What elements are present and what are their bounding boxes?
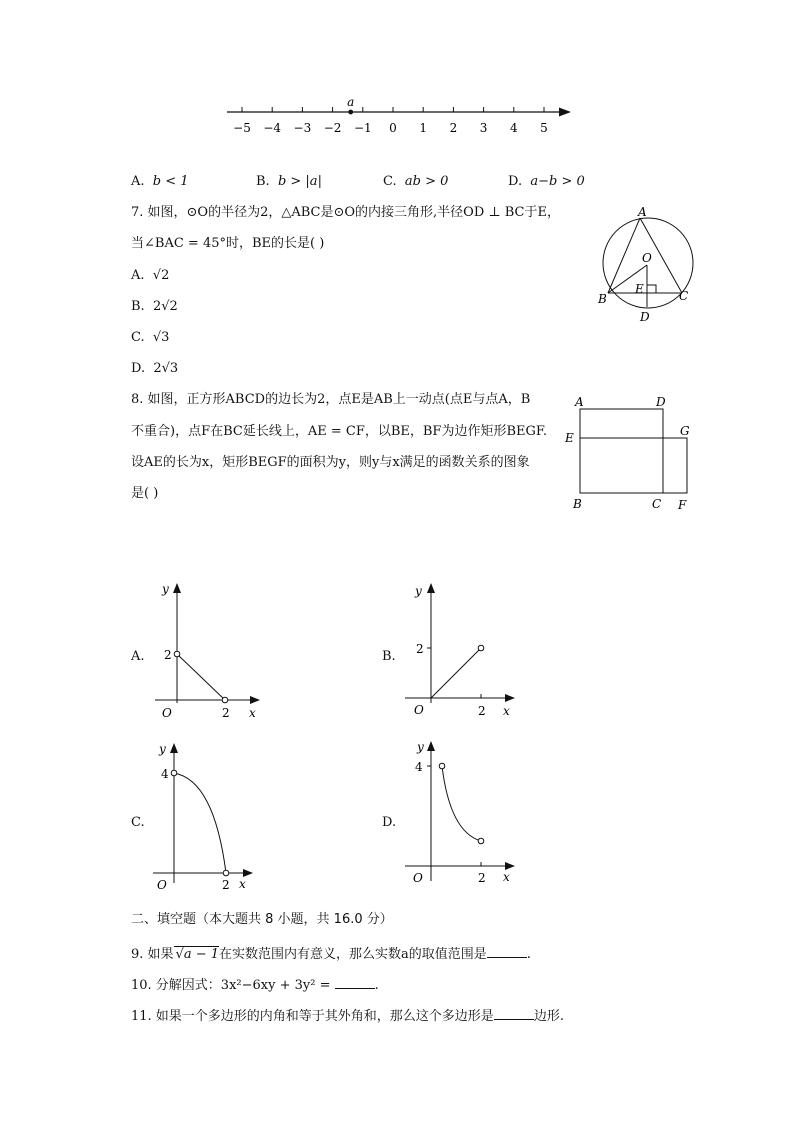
number-line-point-a xyxy=(348,110,353,115)
q8-stem-line1: 8. 如图，正方形ABCD的边长为2，点E是AB上一动点(点E与点A，B xyxy=(131,392,531,407)
q7-option-d[interactable] xyxy=(131,361,178,376)
q6-option-a[interactable] xyxy=(131,174,189,189)
y-tick-label: 2 xyxy=(164,648,172,662)
q6-option-d-expr: a−b > 0 xyxy=(530,174,585,189)
graph-curve xyxy=(174,773,226,873)
q11 xyxy=(131,1007,564,1025)
square-abcd xyxy=(580,409,663,493)
q7-option-a[interactable] xyxy=(131,268,169,283)
label-b: B xyxy=(573,497,582,511)
y-tick-label: 4 xyxy=(415,760,423,774)
q9 xyxy=(131,945,531,963)
tick-label--4: −4 xyxy=(263,121,282,135)
y-label: y xyxy=(415,584,422,598)
q7-option-c-letter: C. xyxy=(131,330,145,345)
q8-rectangle-figure xyxy=(562,392,702,517)
x-tick-label: 2 xyxy=(478,704,486,718)
y-axis-arrow xyxy=(427,583,435,593)
q6-option-c-letter: C. xyxy=(383,174,397,189)
q8-stem-line3: 设AE的长为x，矩形BEGF的面积为y，则y与x满足的函数关系的图象 xyxy=(131,455,530,470)
label-g: G xyxy=(680,424,690,438)
label-f: F xyxy=(678,498,687,512)
q9-radicand: a − 1 xyxy=(183,947,220,962)
q6-option-d-letter: D. xyxy=(508,174,523,189)
q7-option-b[interactable] xyxy=(131,299,178,314)
q10-answer-blank[interactable] xyxy=(335,976,375,989)
q9-sqrt: √a − 1 xyxy=(175,947,220,962)
tick-label-4: 4 xyxy=(509,121,518,135)
x-label: x xyxy=(503,704,510,718)
x-axis-arrow xyxy=(505,862,515,870)
y-label: y xyxy=(159,742,166,756)
q10-end: . xyxy=(374,978,379,993)
graph-a[interactable] xyxy=(150,578,270,723)
q6-option-a-expr: b < 1 xyxy=(152,174,189,189)
q7-option-c[interactable] xyxy=(131,330,169,345)
label-b: B xyxy=(598,292,607,306)
q9-prefix: 9. 如果 xyxy=(131,947,174,962)
graph-b[interactable] xyxy=(400,578,525,723)
q8-option-c-letter[interactable]: C. xyxy=(131,815,145,830)
q11-end: 边形. xyxy=(533,1009,564,1024)
q7-option-b-letter: B. xyxy=(131,299,145,314)
x-axis-arrow xyxy=(505,694,515,702)
y-axis-arrow xyxy=(427,741,435,751)
q7-option-b-expr: 2√2 xyxy=(152,299,178,314)
q6-option-b-expr: b > |a| xyxy=(277,174,322,189)
label-a: A xyxy=(638,205,647,219)
tick-label--2: −2 xyxy=(323,121,342,135)
q8-stem-line2: 不重合)，点F在BC延长线上，AE = CF，以BE，BF为边作矩形BEGF. xyxy=(131,424,548,439)
q8-option-a-letter[interactable]: A. xyxy=(131,649,145,664)
tick-label-1: 1 xyxy=(419,121,428,135)
tick-label-2: 2 xyxy=(449,121,458,135)
q6-option-c-expr: ab > 0 xyxy=(404,174,449,189)
q8-stem-line4: 是( ) xyxy=(131,486,159,501)
rectangle-begf xyxy=(580,438,687,493)
q11-prefix: 11. 如果一个多边形的内角和等于其外角和，那么这个多边形是 xyxy=(131,1009,494,1024)
graph-d[interactable] xyxy=(400,736,525,886)
q7-option-d-expr: 2√3 xyxy=(153,361,179,376)
q10 xyxy=(131,976,379,994)
q10-prefix: 10. 分解因式：3x²−6xy + 3y² = xyxy=(131,978,331,993)
q7-option-a-expr: √2 xyxy=(152,268,170,283)
q6-option-d[interactable] xyxy=(508,174,585,189)
x-label: x xyxy=(503,870,510,884)
open-point-start xyxy=(171,770,177,776)
q6-option-c[interactable] xyxy=(383,174,448,189)
tick-label-0: 0 xyxy=(389,121,397,135)
origin-label: O xyxy=(157,878,167,892)
origin-label: O xyxy=(413,871,423,885)
x-tick-label: 2 xyxy=(222,706,230,720)
q11-answer-blank[interactable] xyxy=(494,1007,534,1020)
open-point-start xyxy=(174,651,180,657)
y-tick-label: 4 xyxy=(161,767,169,781)
tick-label--1: −1 xyxy=(353,121,372,135)
x-axis-arrow xyxy=(250,696,260,704)
q6-option-a-letter: A. xyxy=(131,174,145,189)
q7-option-c-expr: √3 xyxy=(152,330,170,345)
q7-option-d-letter: D. xyxy=(131,361,146,376)
q9-end: . xyxy=(526,947,531,962)
y-tick-label: 2 xyxy=(416,642,424,656)
label-c: C xyxy=(679,289,689,303)
open-point-end xyxy=(223,870,229,876)
label-e: E xyxy=(565,431,574,445)
q7-stem-line1: 7. 如图，⊙O的半径为2，△ABC是⊙O的内接三角形,半径OD ⊥ BC于E， xyxy=(131,205,560,220)
q9-answer-blank[interactable] xyxy=(487,945,527,958)
x-axis-arrow xyxy=(243,869,253,877)
label-o: O xyxy=(642,251,652,265)
x-tick-label: 2 xyxy=(478,871,486,885)
q7-stem-line2: 当∠BAC = 45°时，BE的长是( ) xyxy=(131,236,325,251)
graph-line xyxy=(431,648,481,698)
section-2-heading: 二、填空题（本大题共 8 小题，共 16.0 分） xyxy=(131,912,393,927)
right-angle-mark xyxy=(647,285,656,293)
y-axis-arrow xyxy=(173,583,181,593)
q9-suffix: 在实数范围内有意义，那么实数a的取值范围是 xyxy=(219,947,487,962)
origin-label: O xyxy=(162,706,172,720)
graph-curve xyxy=(442,766,481,841)
label-d: D xyxy=(656,395,666,409)
x-label: x xyxy=(239,877,246,891)
label-a: A xyxy=(575,395,584,409)
graph-c[interactable] xyxy=(148,738,268,893)
number-line-point-label: a xyxy=(347,95,355,109)
number-line xyxy=(215,90,585,140)
q8-option-b-letter[interactable]: B. xyxy=(382,649,396,664)
tick-label-5: 5 xyxy=(540,121,548,135)
q6-option-b-letter: B. xyxy=(256,174,270,189)
q8-option-d-letter[interactable]: D. xyxy=(382,815,397,830)
tick-label--3: −3 xyxy=(293,121,312,135)
number-line-arrow xyxy=(559,108,571,117)
x-label: x xyxy=(249,706,256,720)
number-line-ticks xyxy=(233,107,548,135)
y-label: y xyxy=(417,740,424,754)
open-point-end xyxy=(478,645,484,651)
label-e: E xyxy=(635,282,644,296)
label-d: D xyxy=(640,310,650,324)
open-point-start xyxy=(439,763,445,769)
q6-option-b[interactable] xyxy=(256,174,322,189)
q7-option-a-letter: A. xyxy=(131,268,145,283)
x-tick-label: 2 xyxy=(222,878,230,892)
label-c: C xyxy=(652,497,662,511)
y-label: y xyxy=(162,582,169,596)
tick-label--5: −5 xyxy=(233,121,251,135)
open-point-end xyxy=(222,697,228,703)
q7-circle-figure xyxy=(598,203,708,328)
origin-label: O xyxy=(414,703,424,717)
graph-line xyxy=(177,654,225,700)
y-axis-arrow xyxy=(170,743,178,753)
tick-label-3: 3 xyxy=(479,121,488,135)
open-point-end xyxy=(478,838,484,844)
